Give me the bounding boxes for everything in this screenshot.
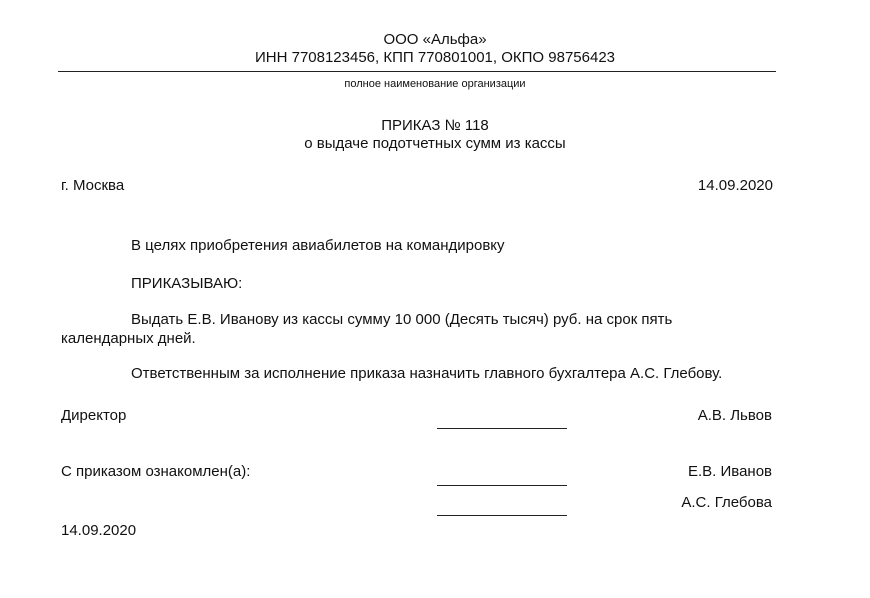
item2-text: Ответственным за исполнение приказа назначить главного бухгалтера А.С. Глебову. bbox=[131, 365, 723, 382]
item1-line1: Выдать Е.В. Иванову из кассы сумму 10 000 (Десять тысяч) руб. на срок пять bbox=[131, 311, 673, 328]
acquainted-name-1: Е.В. Иванов bbox=[687, 463, 772, 480]
director-name: А.В. Львов bbox=[697, 407, 772, 424]
organization-codes: ИНН 7708123456, КПП 770801001, ОКПО 98756423 bbox=[254, 49, 615, 66]
organization-name: ООО «Альфа» bbox=[383, 31, 487, 48]
organization-underline bbox=[58, 71, 776, 72]
item1-line2: календарных дней. bbox=[61, 330, 196, 347]
director-label: Директор bbox=[61, 407, 127, 424]
acquainted-signature-line-1 bbox=[437, 485, 567, 486]
order-word: ПРИКАЗЫВАЮ: bbox=[131, 275, 243, 292]
city-label: г. Москва bbox=[61, 177, 125, 194]
acquainted-label: С приказом ознакомлен(а): bbox=[61, 463, 251, 480]
order-date: 14.09.2020 bbox=[697, 177, 773, 194]
acquainted-date: 14.09.2020 bbox=[61, 522, 137, 539]
acquainted-name-2: А.С. Глебова bbox=[681, 494, 772, 511]
purpose-text: В целях приобретения авиабилетов на командировку bbox=[131, 237, 505, 254]
order-title: ПРИКАЗ № 118 bbox=[381, 117, 489, 134]
director-signature-line bbox=[437, 428, 567, 429]
acquainted-signature-line-2 bbox=[437, 515, 567, 516]
order-subject: о выдаче подотчетных сумм из кассы bbox=[304, 135, 566, 152]
organization-caption: полное наименование организации bbox=[344, 78, 526, 90]
